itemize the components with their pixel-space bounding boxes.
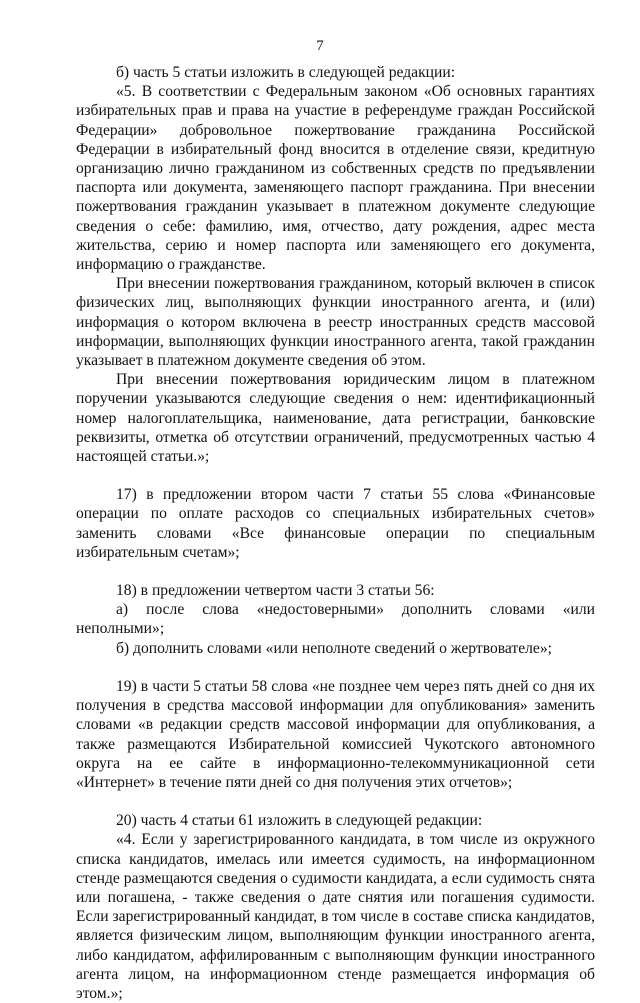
paragraph-item-20: 20) часть 4 статьи 61 изложить в следующей редакции: bbox=[116, 812, 483, 830]
paragraph-item-18-b: б) дополнить словами «или неполноте сведений о жертвователе»; bbox=[116, 639, 552, 657]
paragraph-legal-entity-donor: При внесении пожертвования юридическим лицом в платежном поручении указываются следующие сведения о нем: идентификационный номер налогоплательщика, наименование, дата регистрации, банковские реквизиты, отметка об отсутствии ограничений, предусмотренных частью 4 настоящей статьи.»; bbox=[76, 371, 595, 466]
paragraph-item-19: 19) в части 5 статьи 58 слова «не позднее чем через пять дней со дня их получения в средства массовой информации для опубликования» заменить словами «в редакции средств массовой информации для опубликования, а также размещаются Избирательной комиссией Чукотского автономного округа на ее сайте в информационно-телекоммуникационной сети «Интернет» в течение пяти дней со дня получения этих отчетов»; bbox=[76, 677, 595, 791]
paragraph-item-18: 18) в предложении четвертом части 3 статьи 56: bbox=[116, 582, 435, 600]
paragraph-item-17: 17) в предложении втором части 7 статьи 55 слова «Финансовые операции по оплате расходов со специальных избирательных счетов» заменить словами «Все финансовые операции по специальным избирательным счетам»; bbox=[76, 486, 595, 561]
paragraph-foreign-agent-donor: При внесении пожертвования гражданином, который включен в список физических лиц, выполняющих функции иностранного агента, и (или) информация о котором включена в реестр иностранных средств массовой информации, выполняющих функции иностранного агента, такой гражданин указывает в платежном документе сведения об этом. bbox=[76, 275, 595, 370]
paragraph-amendment-b: б) часть 5 статьи изложить в следующей редакции: bbox=[116, 64, 456, 81]
page-number: 7 bbox=[316, 38, 324, 54]
paragraph-part-5-text: «5. В соответствии с Федеральным законом «Об основных гарантиях избирательных прав и права на участие в референдуме граждан Российской Федерации» добровольное пожертвование гражданина Российской Федерации в избирательный фонд вносится в отделение связи, кредитную организацию лично гражданином из собственных средств по предъявлении паспорта или документа, заменяющего паспорт гражданина. При внесении пожертвования гражданин указывает в платежном документе следующие сведения о себе: фамилию, имя, отчество, дату рождения, адрес места жительства, серию и номер паспорта или заменяющего его документа, информацию о гражданстве. bbox=[76, 83, 595, 274]
paragraph-part-4-text: «4. Если у зарегистрированного кандидата, в том числе из окружного списка кандидатов, имелась или имеется судимость, на информационном стенде размещаются сведения о судимости кандидата, а если судимость снята или погашена, - также сведения о дате снятия или погашения судимости. Если зарегистрированный кандидат, в том числе в составе списка кандидатов, является физическим лицом, выполняющим функции иностранного агента, либо кандидатом, аффилированным с выполняющим функции иностранного агента лицом, на информационном стенде размещается информация об этом.»; bbox=[76, 831, 595, 1002]
document-body bbox=[76, 63, 595, 1003]
paragraph-item-18-a: а) после слова «недостоверными» дополнить словами «или неполными»; bbox=[76, 601, 595, 638]
